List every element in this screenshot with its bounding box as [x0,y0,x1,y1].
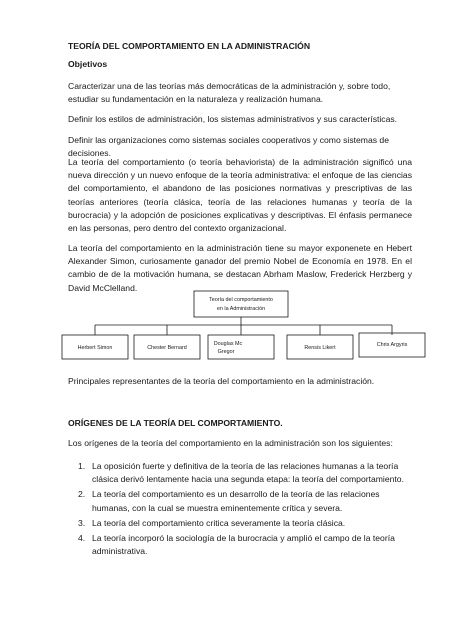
list-text: La teoría incorporó la sociología de la burocracia y amplió el campo de la teoría administrativa. [92,533,395,557]
list-item [78,517,418,530]
org-chart-caption: Principales representantes de la teoría del comportamiento en la administración. [68,376,375,386]
org-chart-child-label: Gregor [217,349,235,355]
list-number: 4. [78,533,86,544]
org-chart-child-label: Chris Argyris [376,342,408,348]
list-text: La teoría del comportamiento es un desarrollo de la teoría de las relaciones humanas, con la cual se muestra eminentemente crítica y severa. [92,489,380,513]
objective-1: Caracterizar una de las teorías más democráticas de la administración y, sobre todo, estudiar su fundamentación en la naturaleza y realización humana. [68,81,391,105]
list-item [78,460,418,486]
list-text: La oposición fuerte y definitiva de la teoría de las relaciones humanas a la teoría clásica derivó lentamente hacia una segunda etapa: la teoría del comportamiento. [92,461,404,485]
objective-3: Definir las organizaciones como sistemas sociales cooperativos y como sistemas de decisiones. [68,135,389,159]
list-text: La teoría del comportamiento critica severamente la teoría clásica. [92,517,346,528]
org-chart-box-mcgregor [208,335,274,359]
org-chart-child-label: Douglas Mc [213,341,243,347]
org-chart-root-line2: en la Administración [216,306,266,312]
list-number: 2. [78,489,86,500]
paragraph-simon: La teoría del comportamiento en la administración tiene su mayor exponenete en Hebert Alexander Simon, curiosamente ganador del premio Nobel de Economía en 1978. En el cambio de de la motivación humana, se destacan Abrham Maslow, Frederick Herzberg y David McClelland. [68,243,412,293]
org-chart-child-label: Rensis Likert [304,345,336,351]
list-item [78,532,418,558]
org-chart-child-label: Herbert Simon [77,345,113,351]
paragraph-intro: La teoría del comportamiento (o teoría behaviorista) de la administración significó una nueva dirección y un nuevo enfoque de la teoría administrativa: el enfoque de las ciencias del comportamiento, el abandono de las posiciones normativas y prescriptivas de las teorías anteriores (teoría clásica, teoría de las relaciones humanas y teoría de la burocracia) y la adopción de posiciones explicativas y descriptivas. El énfasis permanece en las personas, pero dentro del contexto organizacional. [68,157,412,234]
section-heading: ORÍGENES DE LA TEORÍA DEL COMPORTAMIENTO. [68,418,283,428]
org-chart-child-label: Chester Bernard [147,345,187,351]
objective-2: Definir los estilos de administración, los sistemas administrativos y sus características. [68,114,398,124]
list-item [78,488,418,514]
org-chart-root-line1: Teoría del comportamiento [209,297,273,303]
document-title: TEORÍA DEL COMPORTAMIENTO EN LA ADMINISTRACIÓN [68,41,311,51]
list-number: 1. [78,461,86,471]
list-number: 3. [78,517,86,528]
objectives-heading: Objetivos [68,59,108,69]
section-intro: Los orígenes de la teoría del comportamiento en la administración son los siguientes: [68,438,393,448]
origins-list [78,460,418,560]
org-chart-root-box [194,291,288,317]
